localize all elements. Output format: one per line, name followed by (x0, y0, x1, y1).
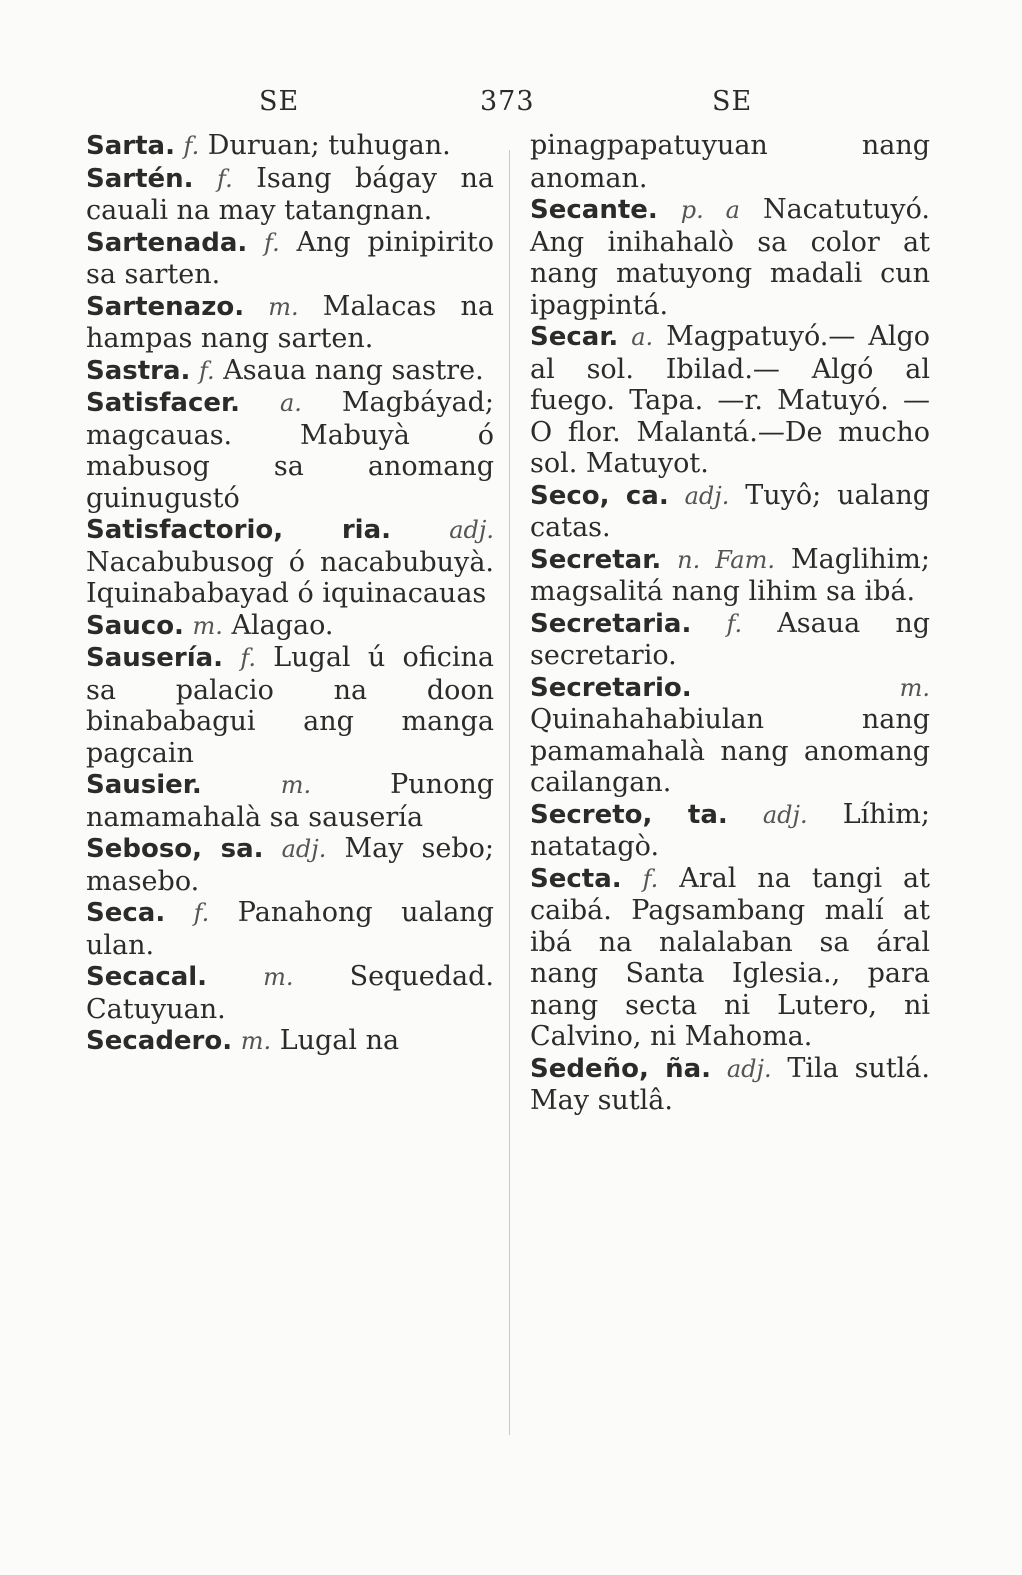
entry-headword: Secante. (530, 195, 658, 225)
running-head-right: SE (712, 86, 753, 117)
running-head-left: SE (259, 86, 300, 117)
entry-headword: Sarta. (86, 131, 175, 161)
entry-headword: Seco, ca. (530, 480, 669, 511)
dictionary-entry (530, 194, 930, 321)
entry-grammar: f. (240, 644, 256, 672)
dictionary-entry (86, 769, 494, 833)
dictionary-entry (86, 833, 494, 897)
entry-grammar: adj. (281, 835, 327, 863)
entry-grammar: f. (726, 609, 743, 638)
dictionary-entry (86, 163, 494, 227)
entry-definition: May sebo; masebo. (86, 833, 494, 897)
entry-grammar: m. (899, 673, 930, 702)
entry-headword: Sauco. (86, 610, 184, 641)
entry-definition: Nacatutuyó. Ang inihahalò sa color at nang matuyong madali cun ipagpintá. (530, 194, 930, 321)
dictionary-entry (530, 863, 930, 1053)
entry-headword: Sedeño, ña. (530, 1053, 712, 1084)
entry-grammar: f. (264, 228, 280, 257)
dictionary-entry (86, 1025, 494, 1058)
entry-grammar: f. (183, 132, 200, 160)
entry-headword: Secretar. (530, 544, 662, 575)
entry-headword: Satisfactorio, ria. (86, 515, 391, 545)
entry-definition: Malacas na hampas nang sarten. (86, 290, 494, 354)
entry-grammar: p. a (680, 196, 740, 224)
entry-grammar: adj. (684, 481, 730, 510)
dictionary-entry (86, 610, 494, 643)
entry-grammar: f. (642, 864, 659, 893)
entry-definition: Ang pinipirito sa sarten. (86, 226, 494, 290)
entry-definition: Tuyô; ualang catas. (530, 479, 931, 543)
dictionary-entry (530, 799, 930, 863)
entry-grammar: m. (268, 292, 299, 321)
entry-definition: pinagpapatuyuan nang anoman. (530, 130, 930, 194)
entry-definition: Panahong ualang ulan. (86, 897, 494, 961)
dictionary-entry (86, 961, 494, 1025)
entry-definition: Punong namamahalà sa sausería (86, 769, 494, 833)
entry-headword: Secretaria. (530, 608, 692, 639)
dictionary-entry (530, 480, 930, 544)
dictionary-entry (86, 291, 494, 355)
dictionary-entry (530, 672, 930, 799)
entry-grammar: adj. (762, 800, 808, 829)
entry-definition: Alagao. (231, 609, 334, 641)
right-column (530, 130, 930, 1117)
entry-headword: Secta. (530, 863, 622, 894)
entry-grammar: f. (217, 164, 233, 193)
entry-grammar: m. (263, 963, 294, 991)
page-number: 373 (480, 86, 535, 117)
entry-headword: Seboso, sa. (86, 834, 264, 864)
entry-headword: Sartén. (86, 163, 194, 194)
entry-definition: Maglihim; magsalitá nang lihim sa ibá. (530, 543, 930, 607)
entry-headword: Sartenazo. (86, 291, 245, 322)
dictionary-entry (86, 355, 494, 388)
entry-definition: Quinahahabiulan nang pamamahalà nang anomang cailangan. (530, 704, 930, 798)
dictionary-entry (530, 1053, 930, 1117)
entry-grammar: m. (192, 611, 223, 640)
entry-grammar: m. (240, 1027, 272, 1055)
entry-grammar: a. (279, 389, 302, 417)
dictionary-entry (86, 130, 494, 163)
dictionary-entry (86, 642, 494, 769)
entry-definition: Sequedad. Catuyuan. (86, 961, 494, 1025)
entry-definition: Duruan; tuhugan. (207, 130, 451, 161)
dictionary-entry (86, 387, 494, 514)
entry-grammar: adj. (726, 1054, 772, 1083)
dictionary-entry (86, 897, 494, 961)
dictionary-entry (86, 514, 494, 610)
entry-definition: Lugal na (279, 1025, 400, 1056)
entry-definition: Asaua nang sastre. (223, 354, 484, 386)
entry-headword: Sartenada. (86, 227, 248, 258)
left-column (86, 130, 494, 1058)
entry-grammar: m. (280, 771, 312, 799)
dictionary-entry-continued (530, 130, 930, 194)
entry-grammar: a. (631, 323, 654, 351)
entry-headword: Secretario. (530, 672, 692, 703)
entry-headword: Sausería. (86, 643, 224, 673)
dictionary-entry (530, 544, 930, 608)
entry-headword: Seca. (86, 898, 166, 928)
entry-definition: Nacabubusog ó nacabubuyà. Iquinababayad ó iquinacauas (86, 546, 494, 609)
column-divider (509, 150, 510, 1435)
entry-definition: Magpatuyó.— Algo al sol. Ibilad.— Algó al fuego. Tapa. —r. Matuyó. — O flor. Malantá.—De mucho sol. Matuyot. (530, 321, 930, 479)
entry-definition: Magbáyad; magcauas. Mabuyà ó mabusog sa anomang guinugustó (86, 387, 494, 514)
entry-grammar: f. (199, 356, 215, 385)
dictionary-entry (530, 321, 930, 480)
entry-headword: Sastra. (86, 355, 191, 386)
dictionary-entry (530, 608, 930, 672)
entry-grammar: adj. (449, 516, 494, 544)
entry-definition: Aral na tangi at caibá. Pagsambang malí at ibá na nalalaban sa áral nang Santa Iglesia., para nang secta ni Lutero, ni Calvino, ni Mahoma. (530, 862, 930, 1052)
entry-definition: Isang bágay na cauali na may tatangnan. (86, 162, 494, 226)
entry-headword: Secreto, ta. (530, 799, 728, 830)
entry-definition: Tila sutlá. May sutlâ. (530, 1052, 930, 1116)
entry-grammar: f. (193, 899, 210, 927)
entry-definition: Lugal ú oficina sa palacio na doon binababagui ang manga pagcain (86, 642, 494, 769)
entry-headword: Sausier. (86, 770, 202, 800)
entry-grammar: n. Fam. (677, 545, 775, 574)
entry-headword: Secacal. (86, 962, 208, 992)
entry-headword: Secadero. (86, 1026, 233, 1056)
entry-headword: Secar. (530, 322, 619, 352)
entry-headword: Satisfacer. (86, 388, 240, 418)
entry-definition: Líhim; natatagò. (530, 798, 930, 862)
dictionary-entry (86, 227, 494, 291)
entry-definition: Asaua ng secretario. (530, 607, 930, 671)
